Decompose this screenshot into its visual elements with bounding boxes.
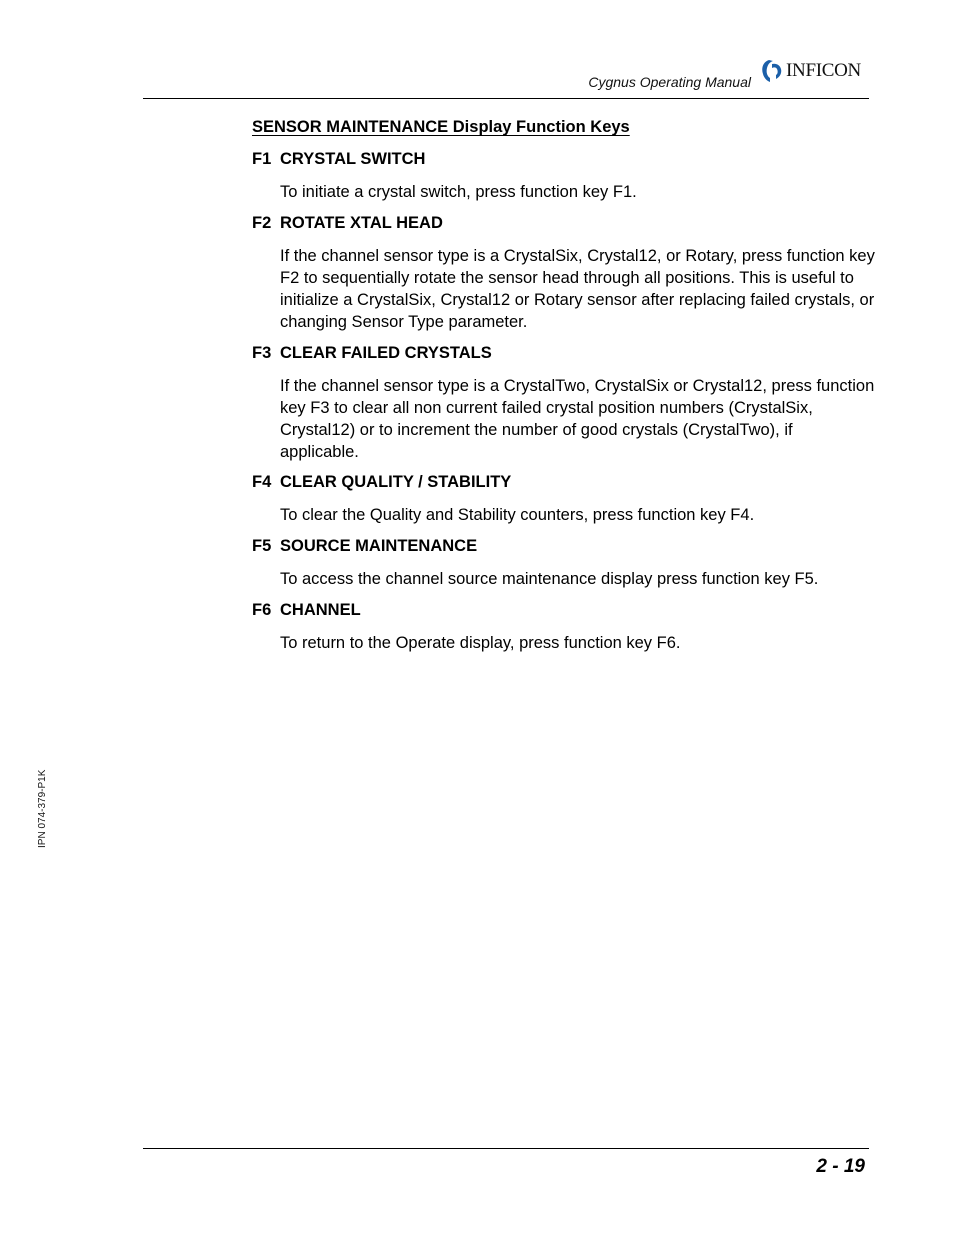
key-description-f3: If the channel sensor type is a CrystalTwo, CrystalSix or Crystal12, press function key F3 to clear all non current failed crystal position numbers (CrystalSix, Crystal12) or to increment the number of good crystals (CrystalTwo), if applicable. (280, 377, 875, 461)
footer-rule (143, 1148, 869, 1149)
function-key-label: F1 (252, 150, 272, 168)
key-description-f1: To initiate a crystal switch, press function key F1. (280, 183, 637, 201)
function-key-title: ROTATE XTAL HEAD (280, 214, 443, 232)
document-id: IPN 074-379-P1K (37, 769, 48, 848)
function-key-title: CLEAR QUALITY / STABILITY (280, 473, 512, 491)
function-key-label: F5 (252, 537, 272, 555)
page-number: 2 - 19 (816, 1156, 865, 1177)
function-key-title: CHANNEL (280, 601, 361, 619)
manual-title: Cygnus Operating Manual (588, 74, 751, 90)
inficon-logo-icon (760, 58, 784, 83)
section-heading: SENSOR MAINTENANCE Display Function Keys (252, 118, 630, 136)
key-heading-f3 (252, 344, 492, 363)
function-key-label: F3 (252, 344, 272, 362)
key-description-f6: To return to the Operate display, press function key F6. (280, 634, 681, 652)
key-heading-f1 (252, 150, 425, 169)
function-key-title: CRYSTAL SWITCH (280, 150, 426, 168)
brand-logo (760, 58, 861, 83)
function-key-label: F2 (252, 214, 272, 232)
function-key-title: SOURCE MAINTENANCE (280, 537, 478, 555)
key-heading-f4 (252, 473, 511, 492)
function-key-title: CLEAR FAILED CRYSTALS (280, 344, 492, 362)
brand-name: INFICON (786, 59, 861, 81)
key-description-f4: To clear the Quality and Stability counters, press function key F4. (280, 506, 755, 524)
key-description-f2: If the channel sensor type is a CrystalSix, Crystal12, or Rotary, press function key F2 to sequentially rotate the sensor head through all positions. This is useful to initialize a CrystalSix, Crystal12 or Rotary sensor after replacing failed crystals, or changing Sensor Type parameter. (280, 247, 875, 331)
header-rule (143, 98, 869, 99)
function-key-label: F6 (252, 601, 272, 619)
key-heading-f5 (252, 537, 477, 556)
key-heading-f6 (252, 601, 361, 620)
function-key-label: F4 (252, 473, 272, 491)
key-heading-f2 (252, 214, 443, 233)
key-description-f5: To access the channel source maintenance display press function key F5. (280, 570, 819, 588)
